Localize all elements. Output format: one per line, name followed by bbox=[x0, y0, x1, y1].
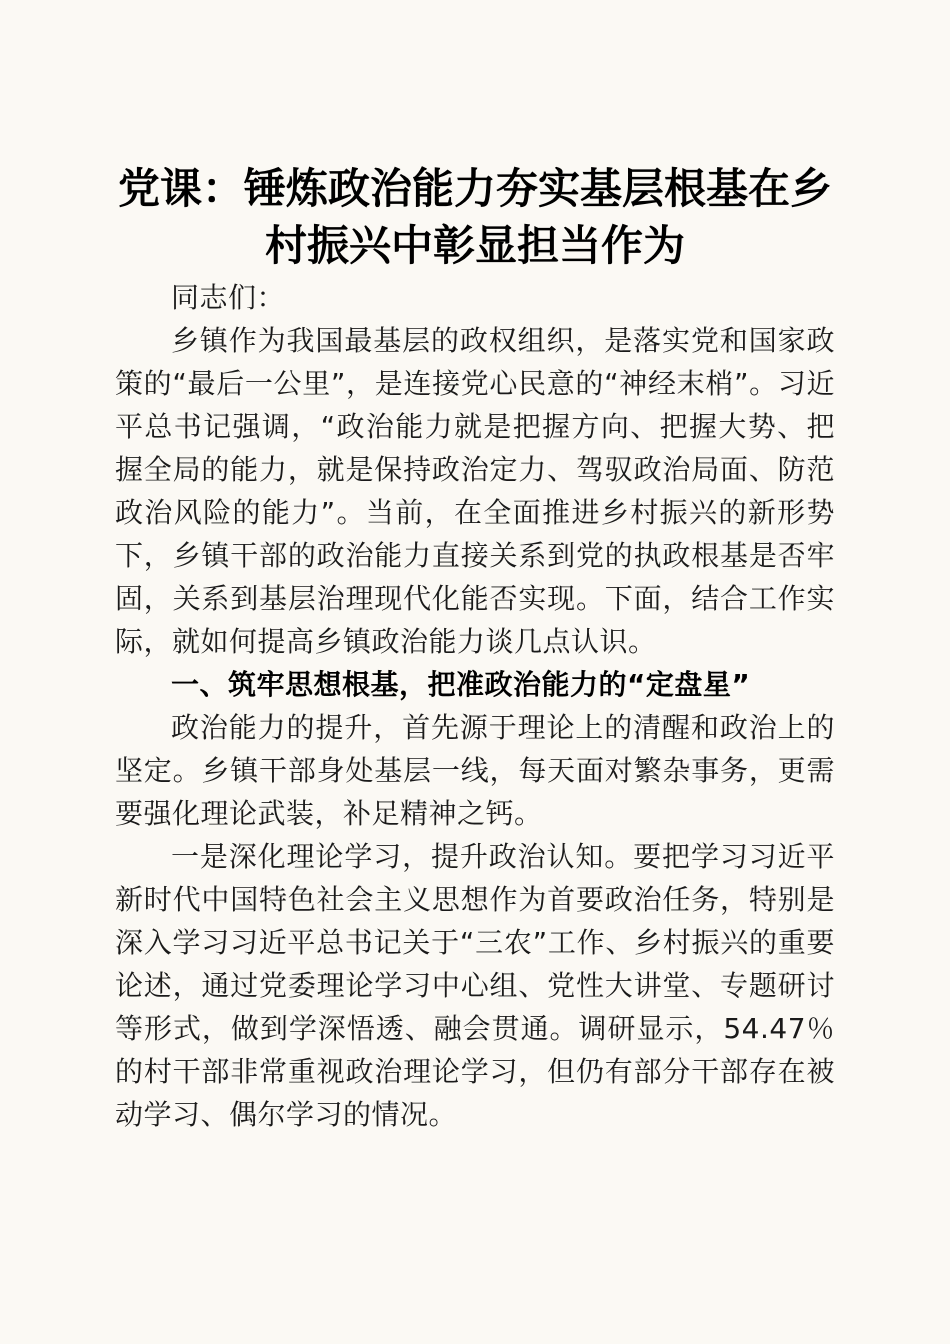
paragraph-deepen-study: 一是深化理论学习，提升政治认知。要把学习习近平新时代中国特色社会主义思想作为首要政治任务，特别是深入学习习近平总书记关于“三农”工作、乡村振兴的重要论述，通过党委理论学习中心组、党性大讲堂、专题研讨等形式，做到学深悟透、融会贯通。调研显示，54.47％的村干部非常重视政治理论学习，但仍有部分干部存在被动学习、偶尔学习的情况。 bbox=[115, 840, 835, 1131]
section-heading-1: 一、筑牢思想根基，把准政治能力的“定盘星” bbox=[171, 668, 751, 701]
paragraph-theory-basis: 政治能力的提升，首先源于理论上的清醒和政治上的坚定。乡镇干部身处基层一线，每天面对繁杂事务，更需要强化理论武装，补足精神之钙。 bbox=[115, 711, 835, 830]
paragraph-intro: 乡镇作为我国最基层的政权组织，是落实党和国家政策的“最后一公里”，是连接党心民意的“神经末梢”。习近平总书记强调，“政治能力就是把握方向、把握大势、把握全局的能力，就是保持政治定力、驾驭政治局面、防范政治风险的能力”。当前，在全面推进乡村振兴的新形势下，乡镇干部的政治能力直接关系到党的执政根基是否牢固，关系到基层治理现代化能否实现。下面，结合工作实际，就如何提高乡镇政治能力谈几点认识。 bbox=[115, 324, 835, 658]
salutation: 同志们： bbox=[171, 281, 286, 314]
document-title: 党课：锤炼政治能力夯实基层根基在乡村振兴中彰显担当作为 bbox=[117, 164, 832, 270]
